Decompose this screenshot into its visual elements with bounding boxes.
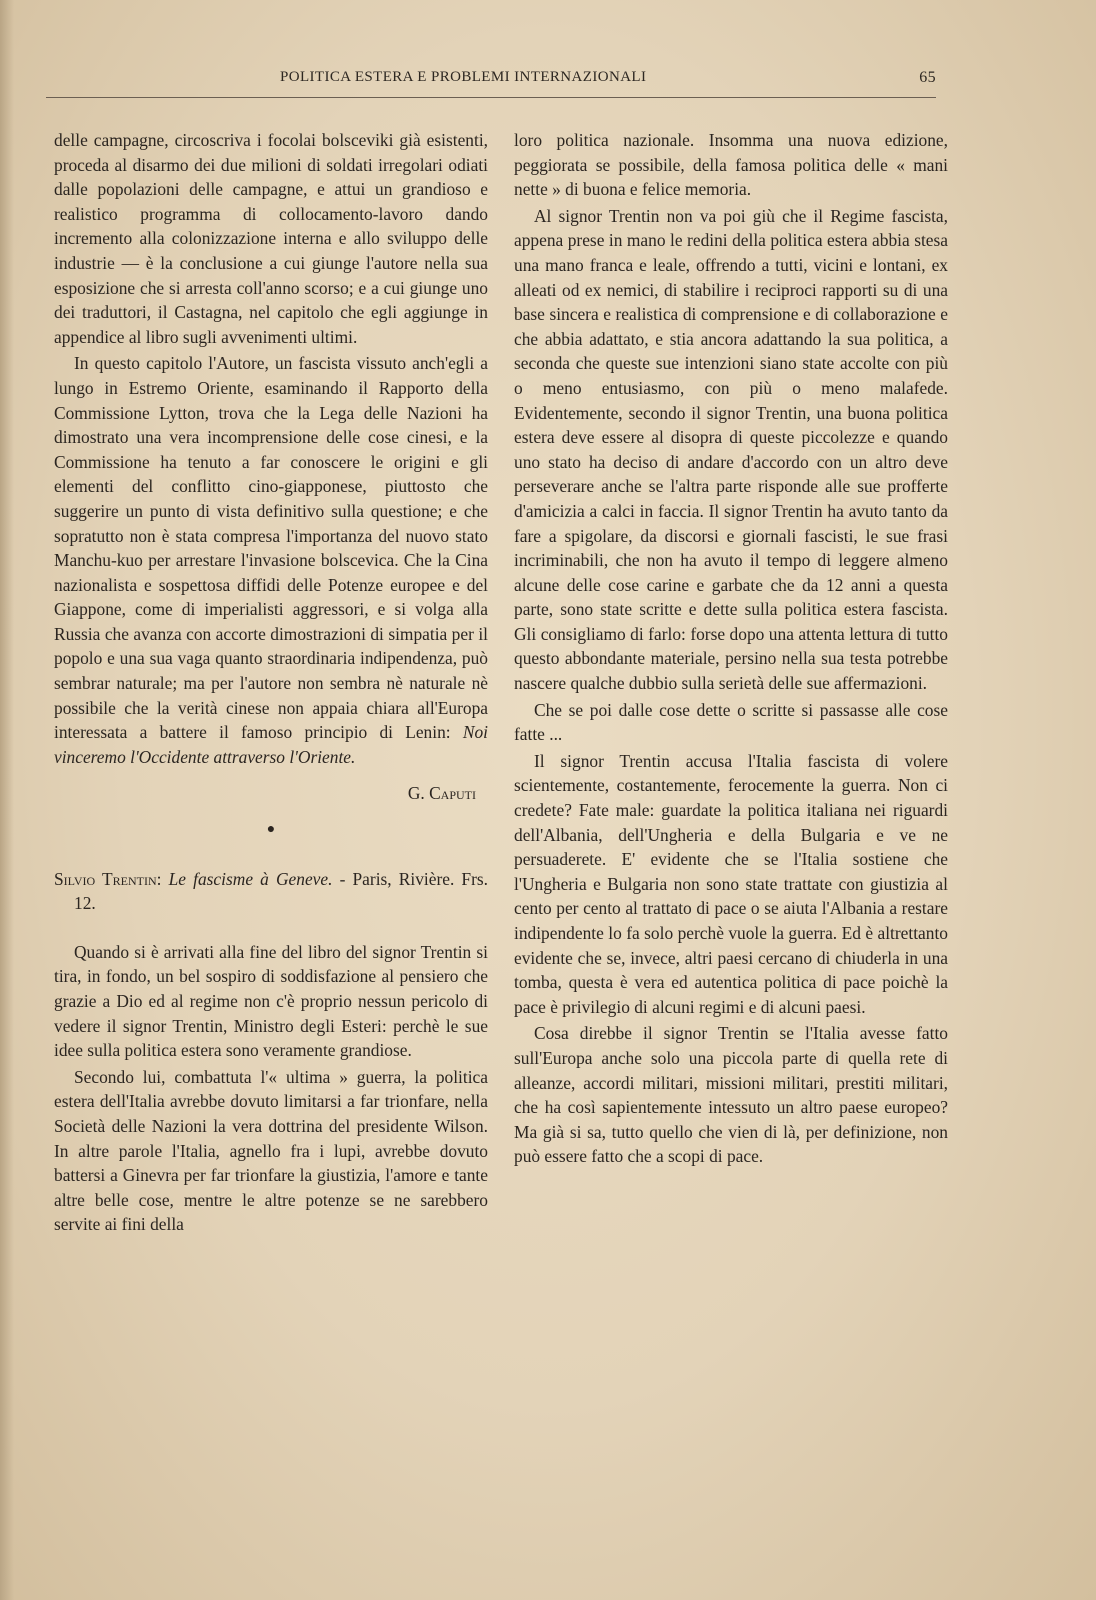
author-signature: G. Caputi	[407, 783, 476, 804]
review-colon: :	[156, 868, 169, 889]
paragraph: Al signor Trentin non va poi giù che il Regime fascista, appena prese in mano le redini della politica estera abbia stesa una mano franca e leale, offrendo a tutti, vicini e lontani, ex alleati od ex nemici, di stabilire i reciproci rapporti su di una base sincera e realistica di comprensione e di collaborazione e che abbia adattato, e stia ancora adattando la sua politica, a seconda che queste sue intenzioni siano state accolte con più o meno entusiasmo, con più o meno malafede. Evidentemente, secondo il signor Trentin, una buona politica estera deve essere al disopra di queste piccolezze e quando uno stato ha deciso di andare d'accordo con un altro deve perseverare anche se l'altra parte risponde alle sue profferte d'amicizia a calci in faccia. Il signor Trentin ha avuto tanto da fare a spigolare, da discorsi e giornali fascisti, le sue frasi incriminabili, che non ha avuto il tempo di leggere almeno alcune delle cose carine e garbate che da 12 anni a questa parte, sono state scritte e dette sulla politica estera fascista. Gli consigliamo di farlo: forse dopo una attenta lettura di tutto questo abbondante materiale, persino nella sua testa potrebbe nascere qualche dubbio sulla serietà delle sue affermazioni.	[514, 205, 948, 694]
paragraph: loro politica nazionale. Insomma una nuova edizione, peggiorata se possibile, della famosa politica delle « mani nette » di buona e felice memoria.	[514, 130, 948, 200]
lenin-quote: Noi vinceremo l'Occidente attraverso l'Oriente.	[54, 722, 488, 767]
page-edge-shadow	[0, 0, 14, 1600]
running-title: POLITICA ESTERA E PROBLEMI INTERNAZIONALI	[280, 69, 647, 85]
paragraph: Il signor Trentin accusa l'Italia fascista di volere scientemente, costantemente, ferocemente la guerra. Non ci credete? Fate male: guardate la politica italiana nei riguardi dell'Albania, dell'Ungheria e della Bulgaria e ve ne persuaderete. E' evidente che se l'Italia sostiene che l'Ungheria e Bulgaria non sono state trattate con giustizia al cento per cento al trattato di pace o se aiuta l'Albania a restare indipendente lo fa solo perchè vuole la guerra. Ed è altrettanto evidente che se, invece, altri paesi cercano di chiuderla in una tomba, questa è vera ed autentica politica di pace poichè la pace è privilegio di alcuni regimi e di alcuni paesi.	[514, 750, 948, 1017]
running-header	[48, 66, 936, 92]
paragraph: Quando si è arrivati alla fine del libro del signor Trentin si tira, in fondo, un bel sospiro di soddisfazione al pensiero che grazie a Dio ed al regime non c'è proprio nessun pericolo di vedere il signor Trentin, Ministro degli Esteri: perchè le sue idee sulla politica estera sono veramente grandiose.	[54, 941, 488, 1061]
left-column	[54, 128, 488, 1237]
right-column	[514, 128, 948, 1169]
review-author: Silvio Trentin	[54, 868, 157, 889]
review-heading	[54, 867, 488, 916]
review-book-title: Le fascisme à Geneve.	[168, 868, 333, 889]
page-number: 65	[919, 69, 936, 86]
paragraph: Che se poi dalle cose dette o scritte si passasse alle cose fatte ...	[514, 699, 948, 745]
paragraph	[54, 351, 488, 769]
paragraph: Secondo lui, combattuta l'« ultima » guerra, la politica estera dell'Italia avrebbe dovuto limitarsi a far trionfare, nella Società delle Nazioni la vera dottrina del presidente Wilson. In altre parole l'Italia, agnello fra i lupi, avrebbe dovuto battersi a Ginevra per far trionfare la giustizia, l'amore e tante altre belle cose, mentre le altre potenze se ne sarebbero servite ai fini della	[54, 1066, 488, 1235]
paragraph: Cosa direbbe il signor Trentin se l'Italia avesse fatto sull'Europa anche solo una piccola parte di quella rete di alleanze, accordi militari, missioni militari, prestiti militari, che ha così sapientemente intessuto un altro paese europeo? Ma già si sa, tutto quello che vien di là, per definizione, non può essere fatto che a scopi di pace.	[514, 1023, 948, 1167]
header-rule	[46, 97, 936, 98]
review-publisher: - Paris, Rivière. Frs. 12.	[74, 868, 489, 914]
paragraph-text: In questo capitolo l'Autore, un fascista vissuto anch'egli a lungo in Estremo Oriente, esaminando il Rapporto della Commissione Lytton, trova che la Lega delle Nazioni ha dimostrato una vera incomprensione delle cose cinesi, e la Commissione ha tenuto a far conoscere le origini e gli elementi del conflitto cino-giapponese, piuttosto che suggerire un punto di vista definitivo sulla questione; e che sopratutto non è stata compresa l'importanza del nuovo stato Manchu-kuo per arrestare l'invasione bolscevica. Che la Cina nazionalista e sospettosa diffidi delle Potenze europee e del Giappone, come di imperialisti aggressori, e si volga alla Russia che avanza con accorte dimostrazioni di simpatia per il popolo e una sua vaga quanto straordinaria indipendenza, può sembrar naturale; ma per l'autore non sembra nè naturale nè possibile che la verità cinese non appaia chiara all'Europa interessata a battere il famoso principio di Lenin:	[54, 353, 488, 743]
paragraph: delle campagne, circoscriva i focolai bolsceviki già esistenti, proceda al disarmo dei due milioni di soldati irregolari odiati dalle popolazioni delle campagne, e attui un grandioso e realistico programma di collocamento-lavoro dando incremento alla colonizzazione interna e allo sviluppo delle industrie — è la conclusione a cui giunge l'autore nella sua esposizione che si arresta coll'anno scorso; e a cui giunge uno dei traduttori, il Castagna, nel capitolo che egli aggiunge in appendice al libro sugli avvenimenti ultimi.	[54, 130, 488, 347]
section-ornament: ●	[266, 822, 276, 838]
